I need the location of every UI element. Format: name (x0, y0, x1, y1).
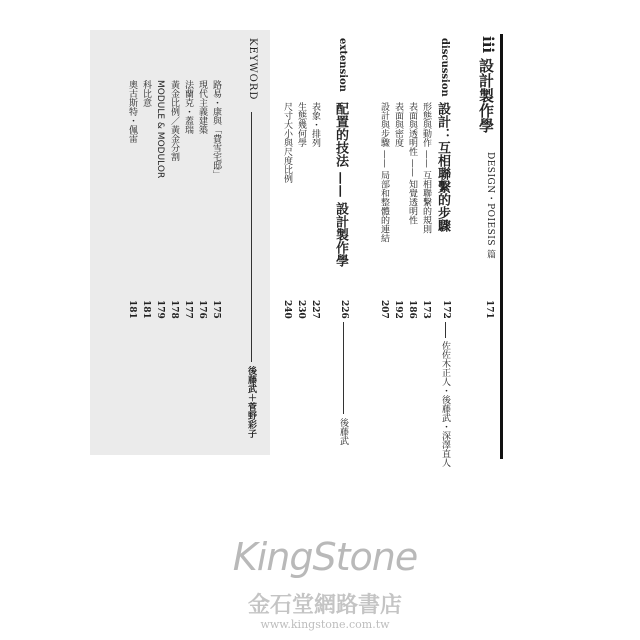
watermark-store: 金石堂網路書店 (247, 592, 402, 618)
extension-item-2: 生態幾何學 (296, 102, 306, 147)
discussion-authors: 佐佐木正人・後藤武・深澤直人 (440, 341, 450, 467)
keyword-title: KEYWORD (247, 38, 258, 101)
discussion-item-1-page: 173 (421, 300, 431, 319)
discussion-title: 設計：互相聯繫的步驟 (435, 102, 450, 232)
discussion-item-3-page: 192 (393, 300, 403, 319)
discussion-leader (445, 322, 446, 338)
section-mark: iii (479, 36, 497, 54)
keyword-item-6: 科比意 (141, 80, 151, 107)
keyword-item-2: 現代主義建築 (197, 80, 207, 134)
keyword-leader (251, 112, 252, 362)
extension-title: 配置的技法 —— 設計製作學 (333, 102, 348, 268)
keyword-item-4: 黃金比例／黃金分割 (169, 80, 179, 161)
extension-leader (343, 322, 344, 414)
section-title: 設計製作學 (477, 58, 495, 133)
section-rule (500, 34, 503, 459)
keyword-item-3: 法蘭克・蓋瑞 (183, 80, 193, 134)
keyword-item-6-page: 181 (141, 300, 151, 319)
extension-author: 後藤武 (338, 418, 348, 445)
discussion-item-3: 表面與密度 (393, 102, 403, 147)
keyword-item-5: MODULE & MODULOR (155, 80, 165, 179)
keyword-item-3-page: 177 (183, 300, 193, 319)
discussion-item-1: 形態與動作 —— 互相聯繫的規則 (421, 102, 431, 234)
keyword-item-2-page: 176 (197, 300, 207, 319)
section-subtitle: DESIGN・POIESIS 篇 (485, 152, 495, 259)
watermark-brand: KingStone (232, 535, 418, 579)
discussion-page: 172 (441, 300, 451, 319)
keyword-item-4-page: 178 (169, 300, 179, 319)
discussion-item-2: 表面與透明性 —— 知覺透明性 (407, 102, 417, 225)
keyword-panel (90, 30, 270, 455)
watermark-url: www.kingstone.com.tw (260, 618, 390, 631)
discussion-item-4-page: 207 (379, 300, 389, 319)
discussion-item-4: 設計與步驟 —— 局部和整體的連結 (379, 102, 389, 243)
keyword-item-7: 奧古斯特・佩雷 (127, 80, 137, 143)
keyword-authors: 後藤武＋菅野彩子 (246, 366, 256, 438)
keyword-item-1: 路易・康與「費雪宅邸」 (211, 80, 221, 179)
keyword-item-7-page: 181 (127, 300, 137, 319)
extension-item-3-page: 240 (282, 300, 292, 319)
discussion-tag: discussion (439, 38, 450, 97)
keyword-item-5-page: 179 (155, 300, 165, 319)
extension-item-1: 表象・排列 (310, 102, 320, 147)
keyword-item-1-page: 175 (211, 300, 221, 319)
extension-tag: extension (337, 38, 348, 92)
discussion-item-2-page: 186 (407, 300, 417, 319)
extension-item-1-page: 227 (310, 300, 320, 319)
extension-page: 226 (339, 300, 349, 319)
extension-item-3: 尺寸大小與尺度比例 (282, 102, 292, 183)
extension-item-2-page: 230 (296, 300, 306, 319)
section-page: 171 (484, 300, 494, 319)
